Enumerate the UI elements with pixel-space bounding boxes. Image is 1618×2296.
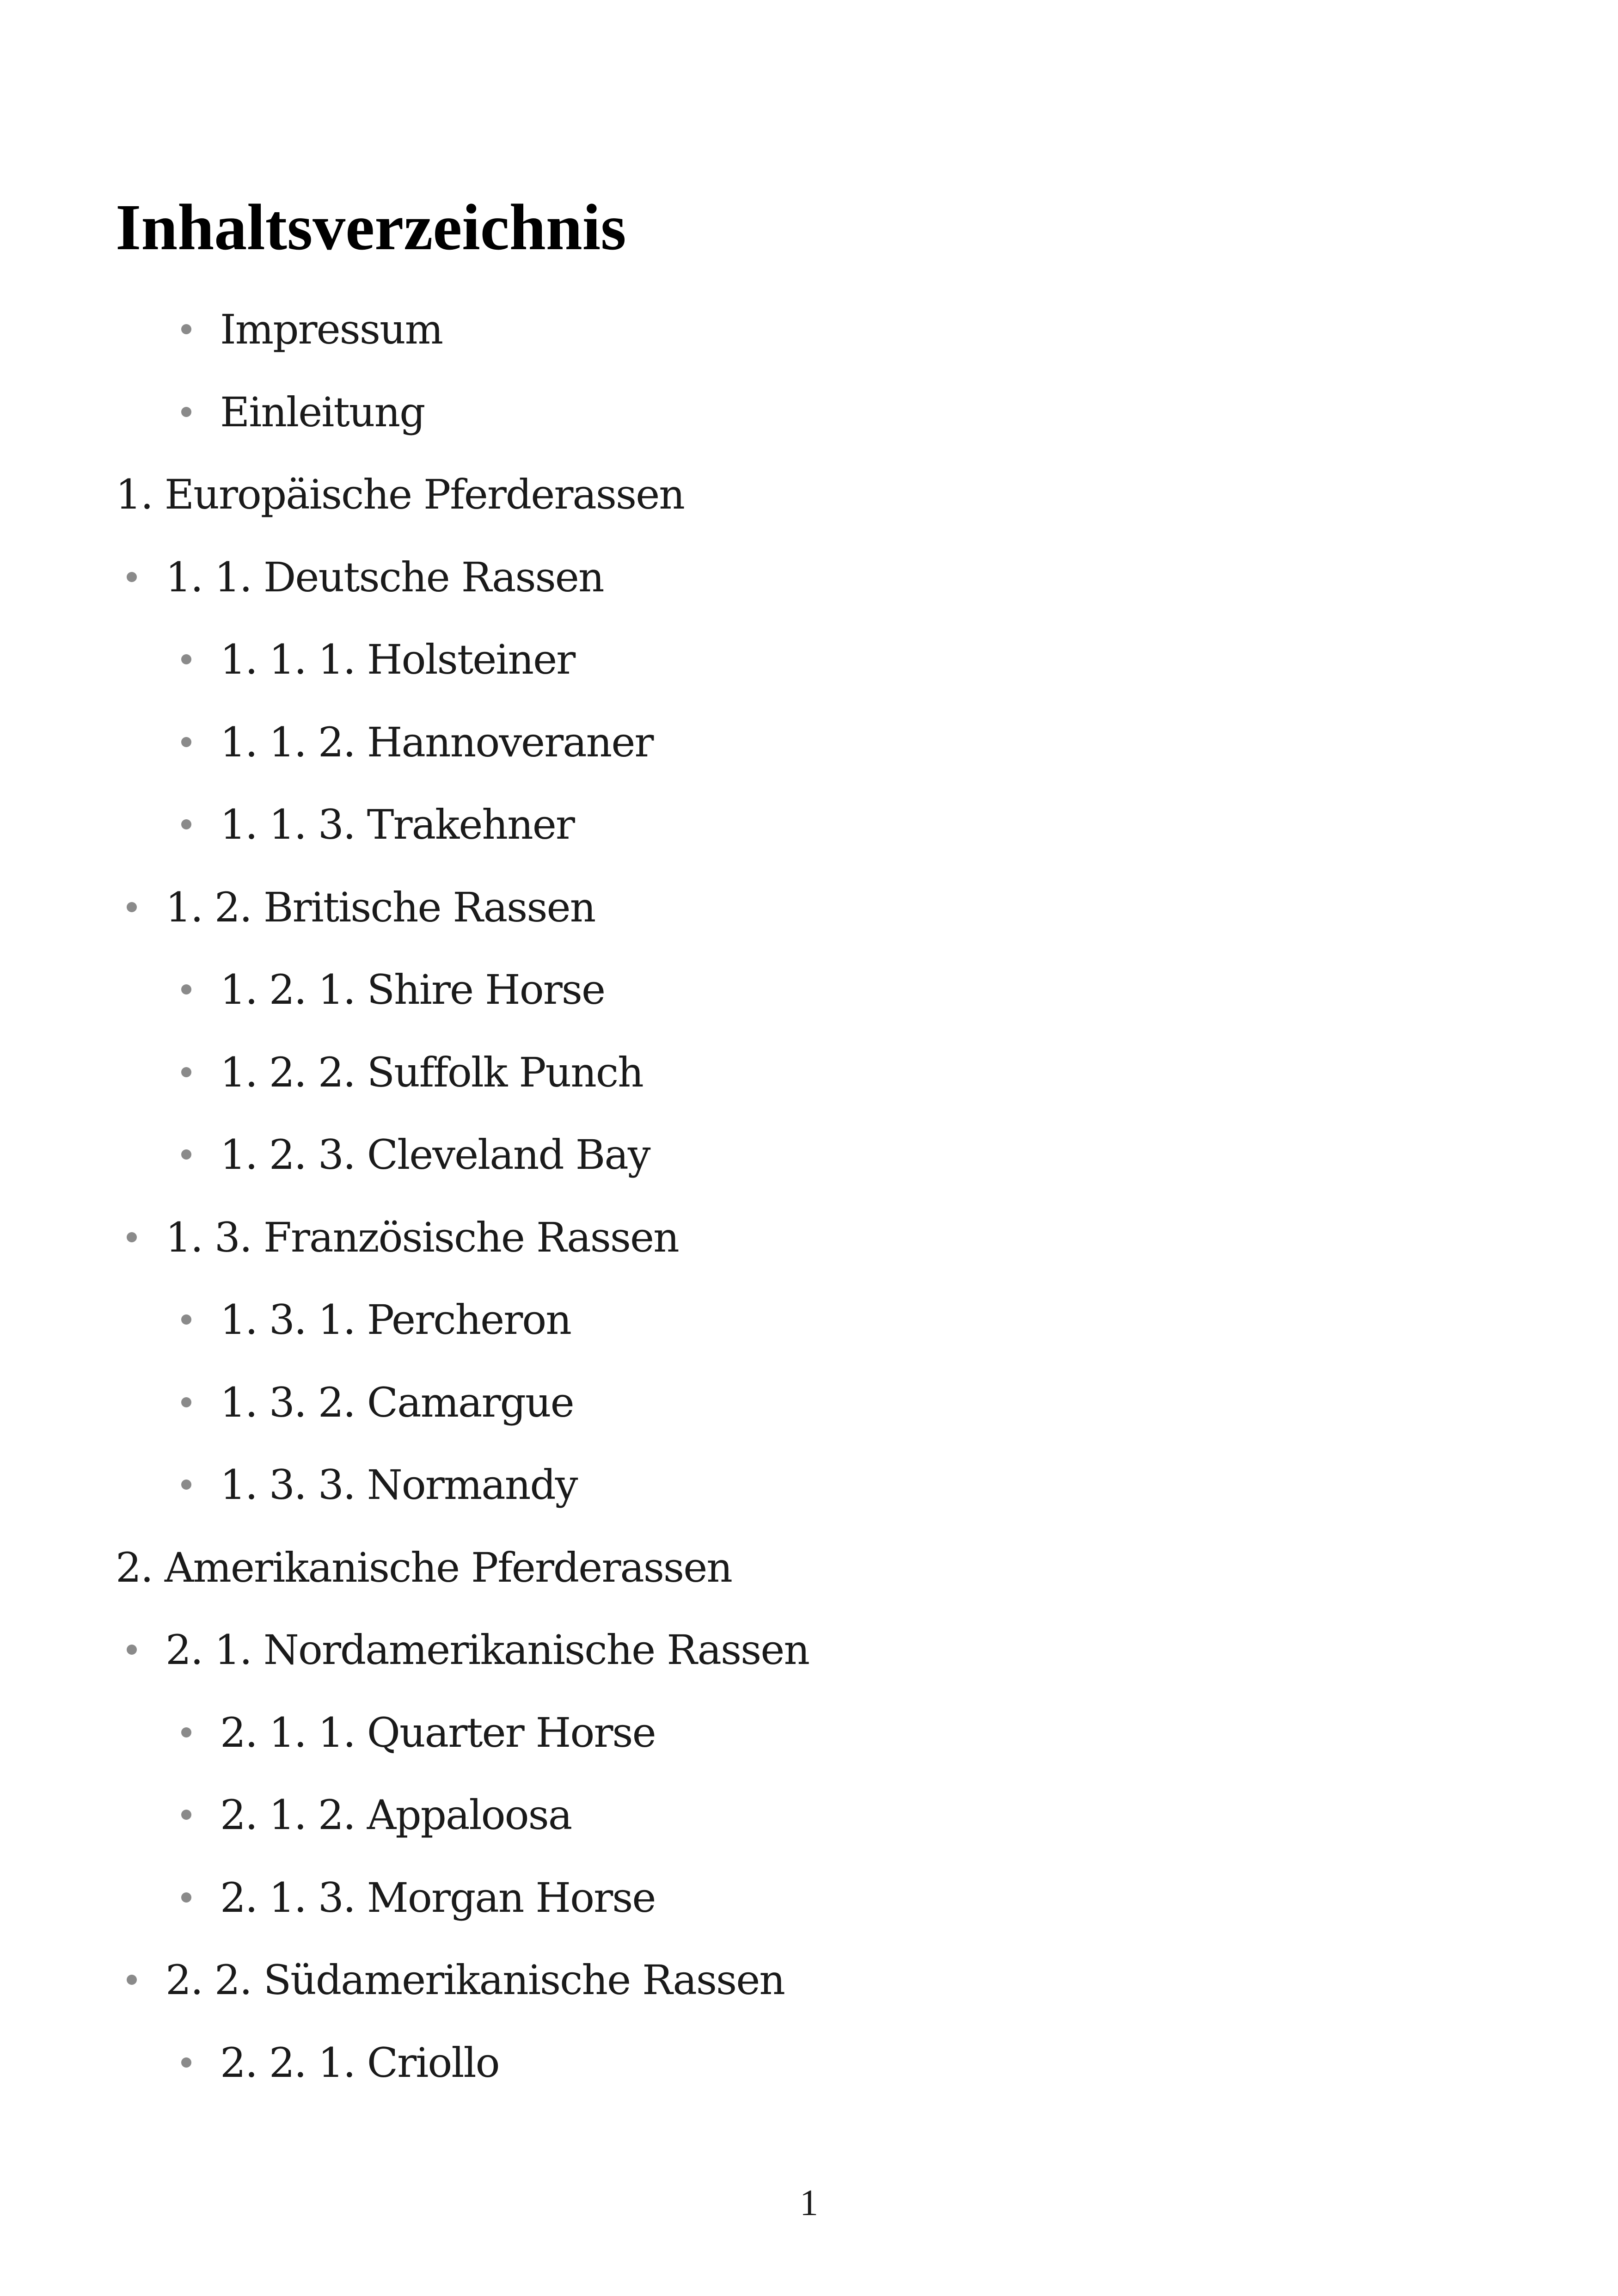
- toc-entry[interactable]: [181, 1457, 577, 1512]
- bullet-icon: [181, 324, 191, 334]
- toc-entry[interactable]: [181, 1044, 643, 1100]
- toc-entry[interactable]: [181, 2035, 499, 2090]
- toc-entry-label: 1. 3. 3. Normandy: [220, 1461, 577, 1509]
- toc-entry-label: Impressum: [220, 305, 443, 353]
- bullet-icon: [181, 1397, 191, 1407]
- toc-entry[interactable]: [181, 384, 424, 440]
- bullet-icon: [181, 1892, 191, 1903]
- toc-entry[interactable]: [116, 467, 684, 522]
- toc-entry-label: 1. 1. 3. Trakehner: [220, 800, 574, 848]
- toc-entry-label: 1. 3. Französische Rassen: [165, 1213, 679, 1261]
- toc-entry[interactable]: [127, 879, 595, 935]
- toc-entry-label: 1. 2. 2. Suffolk Punch: [220, 1048, 643, 1096]
- toc-entry[interactable]: [127, 549, 604, 605]
- bullet-icon: [127, 1232, 137, 1242]
- bullet-icon: [127, 572, 137, 582]
- toc-entry-label: 2. 1. 3. Morgan Horse: [220, 1873, 656, 1922]
- bullet-icon: [127, 902, 137, 912]
- bullet-icon: [127, 1975, 137, 1985]
- bullet-icon: [181, 984, 191, 995]
- toc-entry[interactable]: [181, 632, 575, 687]
- toc-entry-label: 2. 1. 1. Quarter Horse: [220, 1708, 656, 1756]
- bullet-icon: [181, 1810, 191, 1820]
- toc-entry-label: 1. 1. 2. Hannoveraner: [220, 718, 653, 766]
- bullet-icon: [181, 1727, 191, 1737]
- toc-entry-label: 1. 2. Britische Rassen: [165, 883, 595, 931]
- toc-entry-label: 2. 2. 1. Criollo: [220, 2038, 499, 2087]
- bullet-icon: [181, 407, 191, 417]
- toc-entry-label: 2. 1. Nordamerikanische Rassen: [165, 1626, 809, 1674]
- bullet-icon: [181, 1067, 191, 1077]
- toc-entry-label: 1. Europäische Pferderassen: [116, 470, 684, 518]
- toc-entry-label: 1. 2. 1. Shire Horse: [220, 965, 605, 1013]
- toc-entry[interactable]: [181, 962, 605, 1017]
- toc-entry[interactable]: [181, 1870, 655, 1925]
- toc-entry[interactable]: [127, 1952, 784, 2007]
- toc-entry-label: 1. 2. 3. Cleveland Bay: [220, 1130, 650, 1179]
- toc-entry-label: 2. 2. Südamerikanische Rassen: [165, 1956, 784, 2004]
- bullet-icon: [181, 819, 191, 829]
- bullet-icon: [181, 2057, 191, 2068]
- toc-entry-label: 1. 1. 1. Holsteiner: [220, 635, 575, 683]
- toc-entry-label: 2. Amerikanische Pferderassen: [116, 1543, 732, 1591]
- bullet-icon: [127, 1645, 137, 1655]
- toc-entry[interactable]: [181, 301, 442, 357]
- toc-entry[interactable]: [181, 714, 653, 770]
- toc-entry[interactable]: [181, 1705, 656, 1760]
- toc-entry-label: 1. 3. 2. Camargue: [220, 1378, 574, 1426]
- toc-entry[interactable]: [181, 1375, 574, 1430]
- toc-entry[interactable]: [181, 797, 574, 852]
- bullet-icon: [181, 1314, 191, 1325]
- toc-entry-label: 1. 1. Deutsche Rassen: [165, 553, 604, 601]
- bullet-icon: [181, 737, 191, 747]
- toc-entry-label: 2. 1. 2. Appaloosa: [220, 1791, 572, 1839]
- toc-entry[interactable]: [127, 1622, 809, 1677]
- bullet-icon: [181, 1149, 191, 1160]
- page-title: Inhaltsverzeichnis: [116, 190, 626, 264]
- toc-entry-label: Einleitung: [220, 388, 425, 436]
- toc-entry[interactable]: [181, 1127, 650, 1182]
- toc-entry-label: 1. 3. 1. Percheron: [220, 1295, 571, 1344]
- page-number: 1: [800, 2183, 818, 2223]
- bullet-icon: [181, 654, 191, 664]
- toc-entry[interactable]: [127, 1209, 679, 1265]
- toc-entry[interactable]: [181, 1292, 571, 1347]
- toc-entry[interactable]: [116, 1540, 732, 1595]
- toc-entry[interactable]: [181, 1787, 571, 1842]
- bullet-icon: [181, 1480, 191, 1490]
